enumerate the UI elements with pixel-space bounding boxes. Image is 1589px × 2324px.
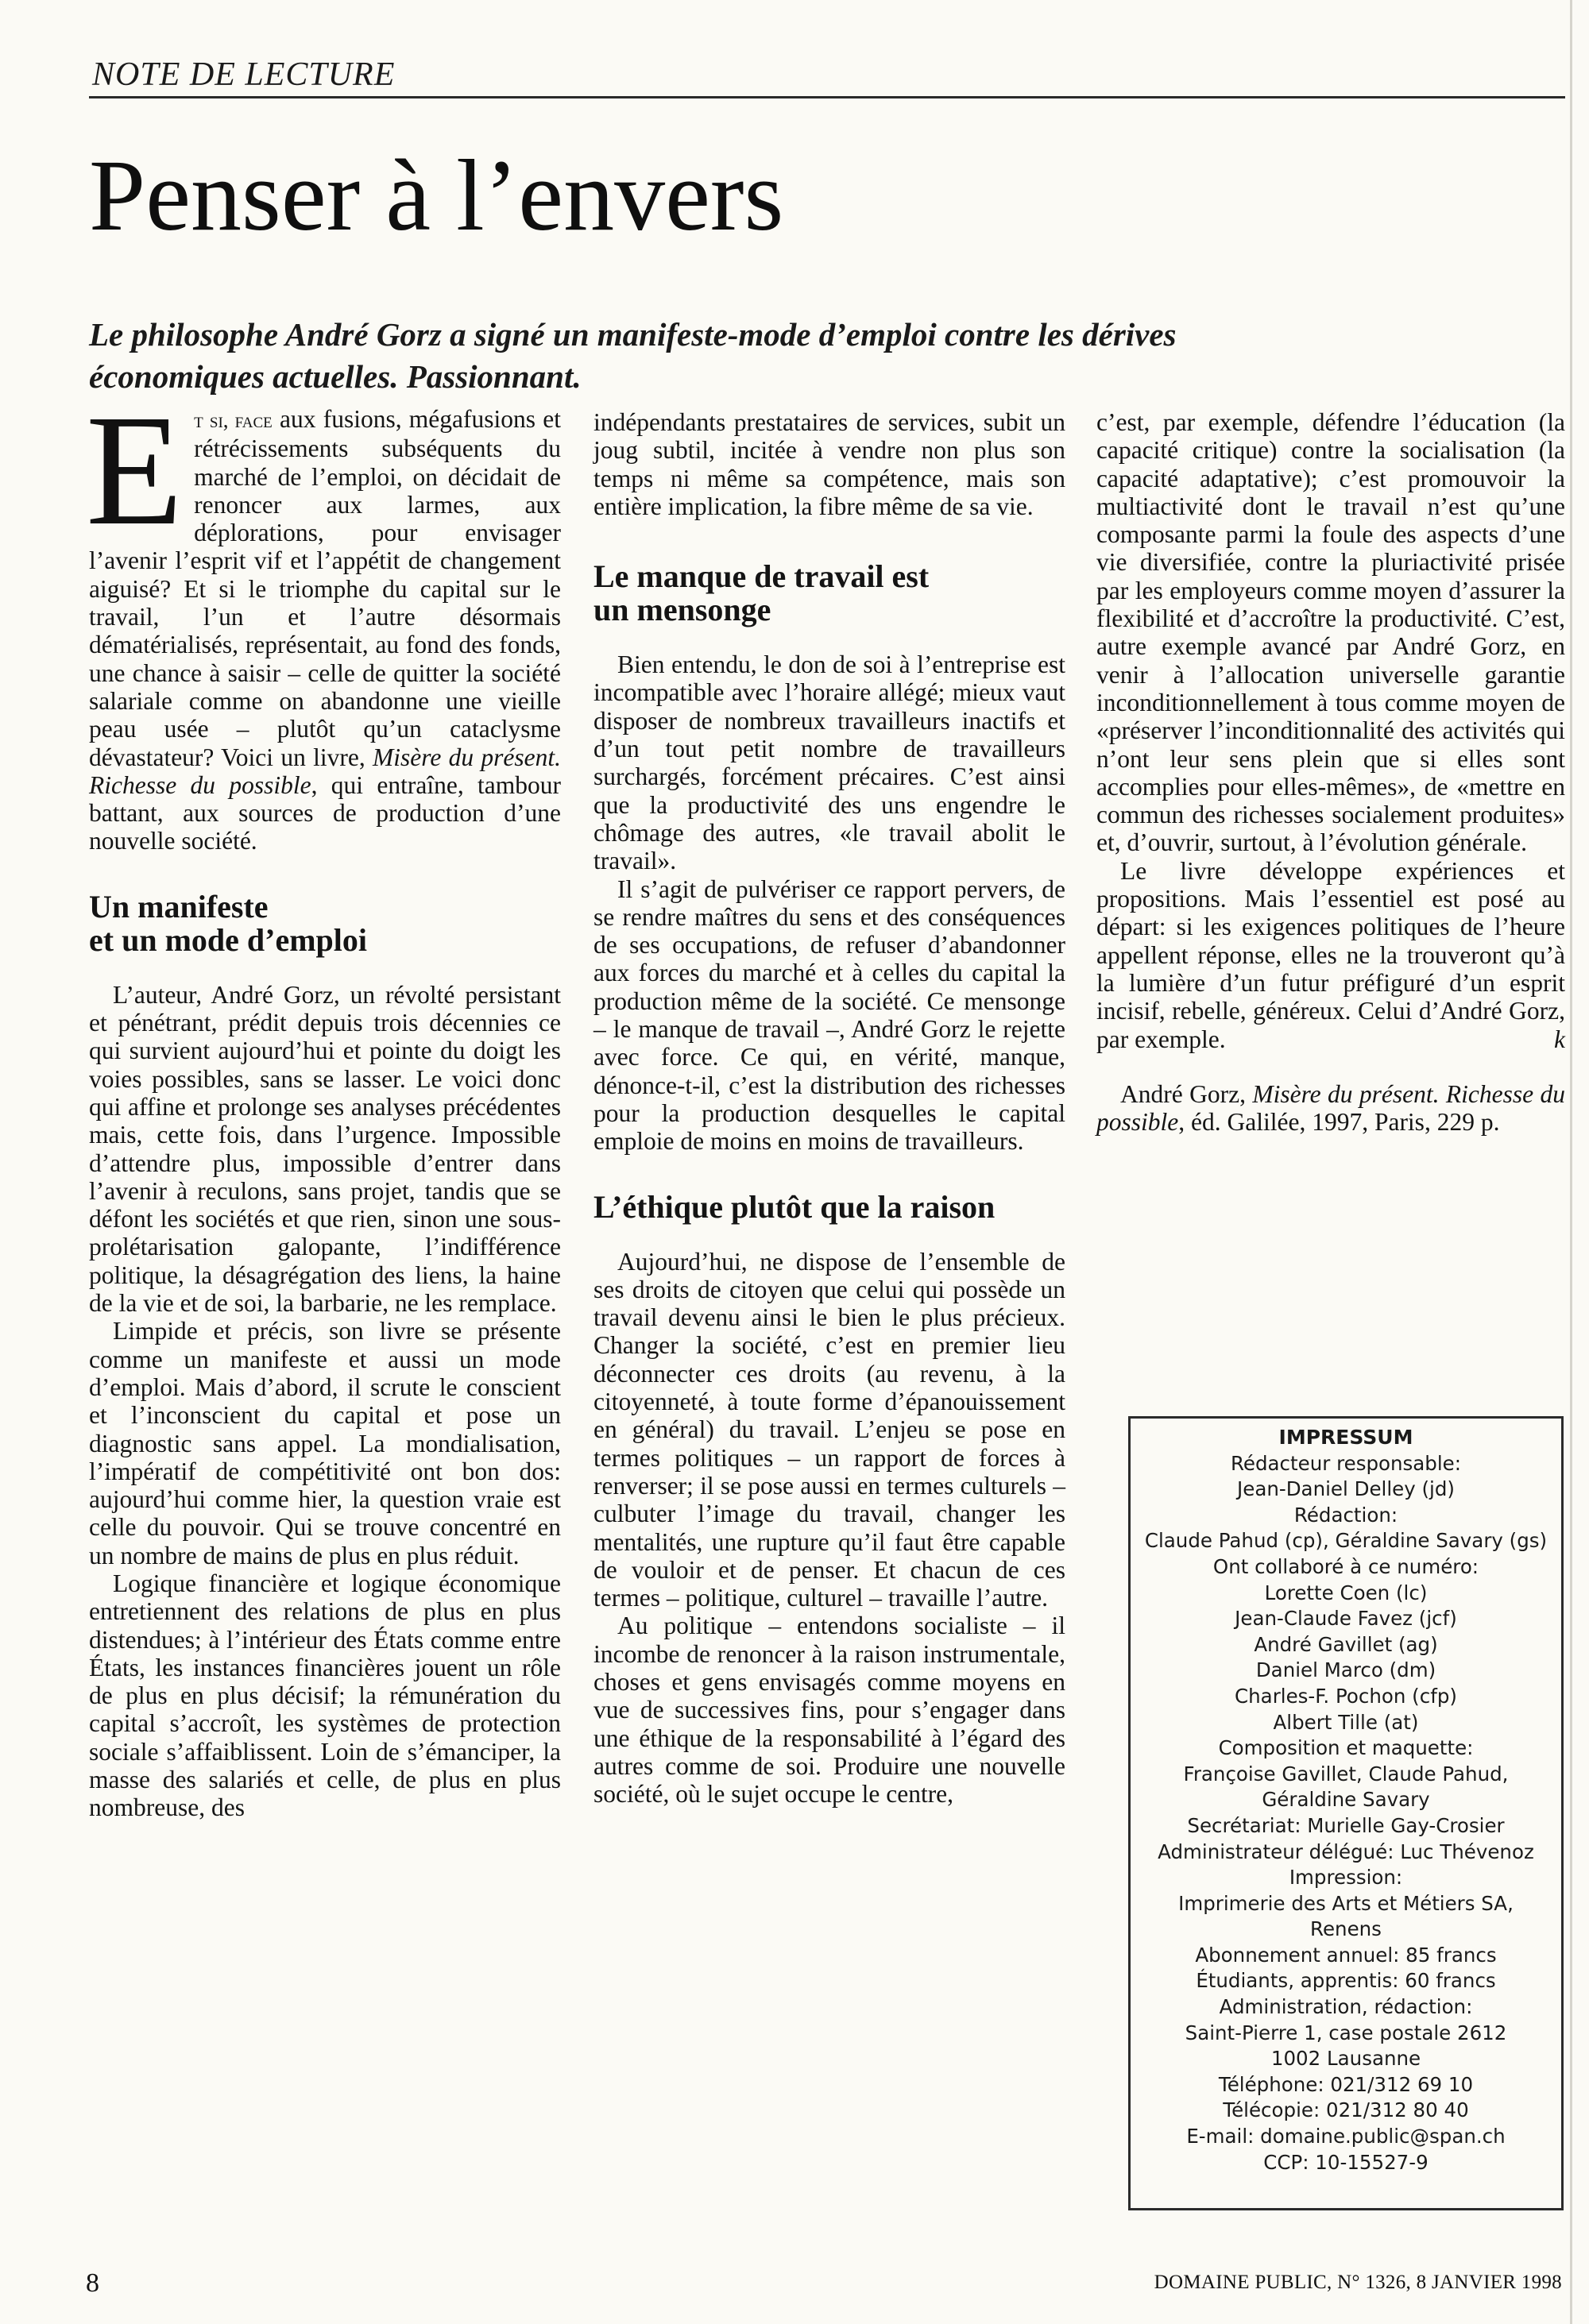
column-2 bbox=[593, 408, 1065, 1808]
paragraph: Logique financière et logique économique entretiennent des relations de plus en plus distendues; à l’intérieur des États comme entre États, les instances financières jouent un rôle de plus en plus décisif; la rémunération du capital s’accroît, les systèmes de protection sociale s’affaiblissent. Loin de s’émanciper, la masse des salariés et celle, de plus en plus nombreuse, des bbox=[89, 1569, 561, 1822]
impressum-box bbox=[1128, 1416, 1564, 2210]
paragraph: Bien entendu, le don de soi à l’entreprise est incompatible avec l’horaire allégé; mieux vaut disposer de nombreux travailleurs inactifs et d’un tout petit nombre de travailleurs surchargés, forcément précaires. C’est ainsi que la productivité des uns engendre le chômage des autres, «le travail abolit le travail». bbox=[593, 650, 1065, 875]
impressum-line: Composition et maquette: bbox=[1218, 1736, 1474, 1760]
issue-info: DOMAINE PUBLIC, N° 1326, 8 JANVIER 1998 bbox=[1154, 2272, 1562, 2293]
section-label: NOTE DE LECTURE bbox=[92, 56, 396, 93]
paragraph-opening bbox=[86, 383, 561, 855]
opening-text-end: , qui entraîne, tambour battant, aux sources de production d’une nouvelle société. bbox=[89, 770, 561, 855]
paragraph: Au politique – entendons socialiste – il incombe de renoncer à la raison instrumentale, choses et gens envisagés comme moyens en vue de successives fins, pour s’engager dans une éthique de la responsabilité à l’égard des autres comme de soi. Produire une nouvelle société, où le sujet occupe le centre, bbox=[593, 1612, 1065, 1809]
impressum-line: Saint-Pierre 1, case postale 2612 bbox=[1185, 2021, 1507, 2044]
column-3 bbox=[1096, 408, 1565, 1136]
paragraph: Il s’agit de pulvériser ce rapport pervers, de se rendre maîtres du sens et des conséquences de ses occupations, de refuser d’abandonner aux forces du marché et à celles du capital la production même de la société. Ce mensonge – le manque de travail –, André Gorz le rejette avec force. Ce qui, en vérité, manque, dénonce-t-il, c’est la distribution des richesses pour la production desquelles le capital emploie de moins en moins de travailleurs. bbox=[593, 874, 1065, 1156]
paragraph: L’auteur, André Gorz, un révolté persistant et pénétrant, prédit depuis trois décennies ce qui survient aujourd’hui et pointe du doigt les voies possibles, sans se lasser. Le voici donc qui affine et prolonge ses analyses précédentes mais, cette fois, dans l’urgence. Impossible d’attendre plus, impossible d’entrer dans l’avenir à reculons, sans projet, tandis que se défont les sociétés et que rien, sinon une sous-prolétarisation galopante, l’indifférence politique, la désagrégation des liens, la haine de la vie et de soi, la barbarie, ne les remplace. bbox=[89, 980, 561, 1318]
impressum-line: André Gavillet (ag) bbox=[1254, 1632, 1438, 1656]
impressum-line: Rédaction: bbox=[1293, 1503, 1398, 1527]
impressum-line: Rédacteur responsable: bbox=[1230, 1451, 1461, 1475]
article-lead: Le philosophe André Gorz a signé un manifeste-mode d’emploi contre les dérives économiques actuelles. Passionnant. bbox=[89, 316, 1177, 395]
impressum-title: IMPRESSUM bbox=[1278, 1426, 1413, 1449]
drop-cap: E bbox=[86, 383, 184, 558]
impressum-line: Ont collaboré à ce numéro: bbox=[1212, 1554, 1479, 1578]
impressum-line: Téléphone: 021/312 69 10 bbox=[1218, 2072, 1474, 2096]
article-title: Penser à l’envers bbox=[89, 139, 784, 252]
paragraph: Aujourd’hui, ne dispose de l’ensemble de ses droits de citoyen que celui qui possède un travail devenu ainsi le bien le plus précieux. Changer la société, c’est en premier lieu déconnecter ces droits (au revenu, à la citoyenneté, à toute forme d’épanouissement en général) du travail. L’enjeu se pose en termes politiques – un rapport de forces à renverser; il se pose aussi en termes culturels – culbuter l’image du travail, changer les mentalités, une rupture qu’il faut être capable de vouloir et de penser. Et chacun de ces termes – politique, culturel – travaille l’autre. bbox=[593, 1247, 1065, 1612]
author-initials: k bbox=[1554, 1025, 1565, 1053]
impressum-line: Jean-Claude Favez (jcf) bbox=[1235, 1607, 1457, 1631]
impressum-line: Lorette Coen (lc) bbox=[1264, 1581, 1428, 1604]
impressum-line: Albert Tille (at) bbox=[1273, 1710, 1419, 1734]
impressum-line: Imprimerie des Arts et Métiers SA, bbox=[1178, 1891, 1514, 1915]
book-title-inline: Misère du présent. Richesse du possible bbox=[89, 743, 561, 799]
impressum-line: Daniel Marco (dm) bbox=[1255, 1658, 1436, 1682]
impressum-line: Claude Pahud (cp), Géraldine Savary (gs) bbox=[1144, 1529, 1548, 1553]
subheading-manifeste: Un manifeste et un mode d’emploi bbox=[89, 888, 367, 958]
column-1 bbox=[86, 383, 561, 1822]
paragraph: Limpide et précis, son livre se présente comme un manifeste et aussi un mode d’emploi. Mais d’abord, il scrute le conscient et l’inconscient du capital et pose un diagnostic sans appel. La mondialisation, l’impératif de compétitivité ont bon dos: aujourd’hui comme hier, la question vraie est celle du pouvoir. Qui se trouve concentré en un nombre de mains de plus en plus réduit. bbox=[89, 1317, 561, 1569]
impressum-line: Géraldine Savary bbox=[1262, 1788, 1430, 1812]
impressum-line: Françoise Gavillet, Claude Pahud, bbox=[1183, 1762, 1509, 1785]
impressum-line: Administration, rédaction: bbox=[1219, 1995, 1473, 2019]
impressum-line: Télécopie: 021/312 80 40 bbox=[1223, 2098, 1469, 2122]
impressum-line: Secrétariat: Murielle Gay-Crosier bbox=[1187, 1813, 1505, 1837]
impressum-line: Étudiants, apprentis: 60 francs bbox=[1196, 1969, 1496, 1993]
paragraph: indépendants prestataires de services, subit un joug subtil, incitée à vendre non plus son temps ni même sa compétence, mais son entière implication, la fibre même de sa vie. bbox=[593, 408, 1065, 520]
impressum-line: Administrateur délégué: Luc Thévenoz bbox=[1158, 1840, 1534, 1863]
page-number: 8 bbox=[86, 2268, 99, 2298]
impressum-line: Impression: bbox=[1289, 1866, 1403, 1890]
header-rule bbox=[89, 96, 1565, 98]
opening-smallcaps: t si, face bbox=[194, 408, 273, 432]
impressum-line: CCP: 10-15527-9 bbox=[1263, 2150, 1429, 2174]
subheading-ethique: L’éthique plutôt que la raison bbox=[593, 1188, 996, 1225]
impressum-line: Charles-F. Pochon (cfp) bbox=[1235, 1684, 1457, 1708]
impressum-line: 1002 Lausanne bbox=[1270, 2047, 1421, 2071]
subheading-manque-de-travail: Le manque de travail est un mensonge bbox=[593, 558, 930, 628]
impressum-line: Jean-Daniel Delley (jd) bbox=[1237, 1477, 1455, 1501]
paragraph: c’est, par exemple, défendre l’éducation (la capacité critique) contre la socialisation (la capacité adaptative); c’est promouvoir la multiactivité dont le travail n’est qu’une composante parmi la foule des aspects d’une vie diversifiée, contre la pluriactivité prisée par les employeurs comme moyen d’assurer la flexibilité et d’accroître la productivité. C’est, autre exemple avancé par André Gorz, en venir à l’allocation universelle garantie inconditionnellement à tous comme moyen de «préserver l’inconditionnalité des activités qui n’ont leur sens plein que si elles sont accomplies pour elles-mêmes», de «mettre en commun des richesses socialement produites» et, d’ouvrir, surtout, à l’évolution générale. bbox=[1096, 408, 1565, 857]
impressum-line: Abonnement annuel: 85 francs bbox=[1195, 1943, 1497, 1967]
paragraph-closing: Le livre développe expériences et propositions. Mais l’essentiel est posé au départ: si les exigences politiques de l’heure appellent réponse, elles ne la trouveront qu’à la lumière d’un futur préfiguré d’un esprit incisif, rebelle, généreux. Celui d’André Gorz, par exemple. k bbox=[1096, 856, 1565, 1053]
impressum-line: Renens bbox=[1310, 1917, 1382, 1941]
opening-text: aux fusions, mégafusions et rétrécissements subséquents du marché de l’emploi, on décidait de renoncer aux larmes, aux déplorations, pour envisager l’avenir l’esprit vif et l’appétit de changement aiguisé? Et si le triomphe du capital sur le travail, l’un et l’autre désormais dématérialisés, représentait, au fond des fonds, une chance à saisir – celle de quitter la société salariale comme on abandonne une vieille peau usée – plutôt qu’un cataclysme dévastateur? Voici un livre, bbox=[89, 405, 561, 771]
book-reference: André Gorz, Misère du présent. Richesse du possible, éd. Galilée, 1997, Paris, 229 p. bbox=[1096, 1079, 1565, 1137]
impressum-line: E-mail: domaine.public@span.ch bbox=[1186, 2125, 1506, 2148]
page-edge-shadow bbox=[1570, 0, 1572, 2324]
